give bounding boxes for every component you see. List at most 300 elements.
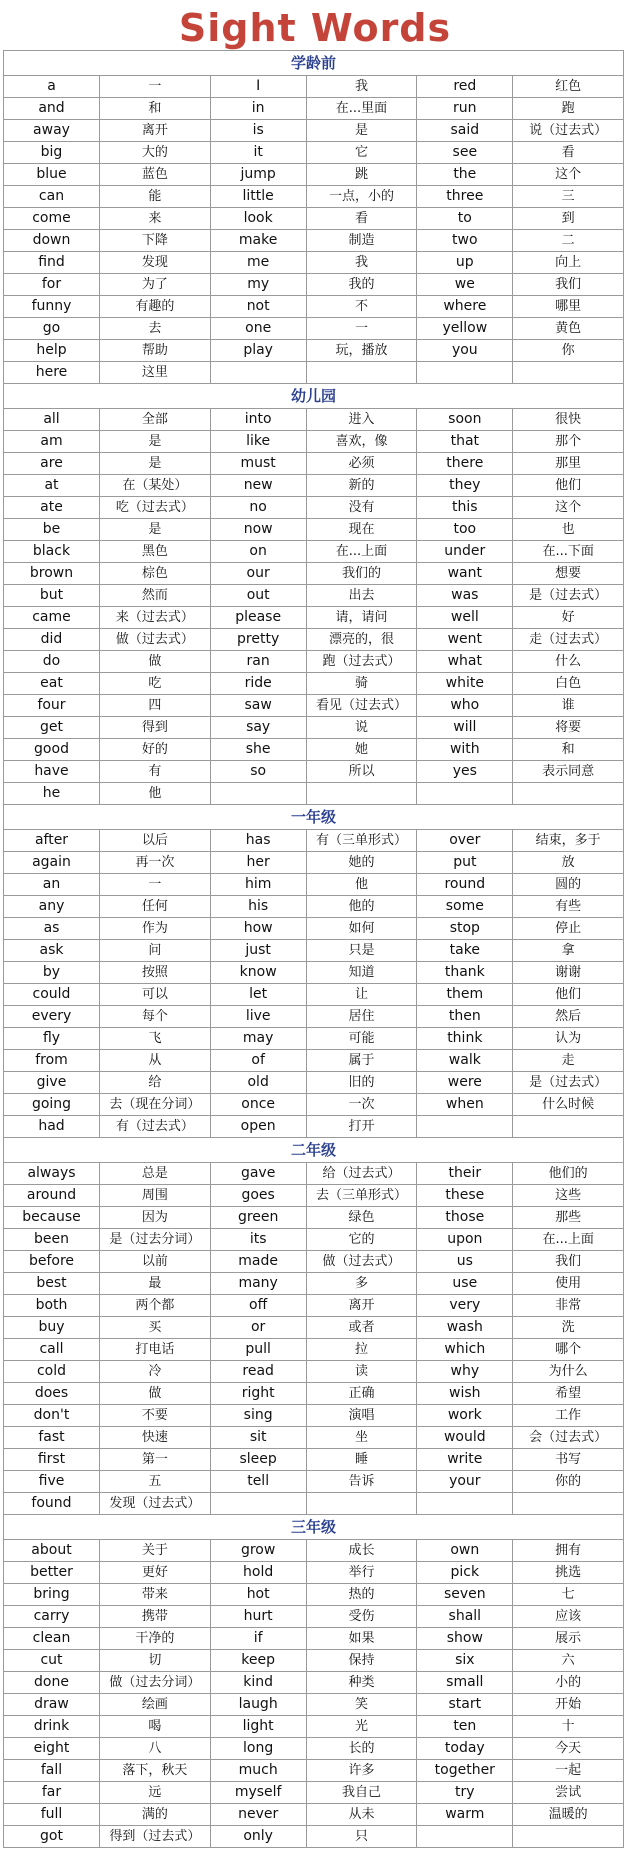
chinese-meaning-cell: 帮助 [100, 340, 211, 362]
chinese-meaning-cell: 二 [513, 230, 624, 252]
english-word-cell: away [4, 120, 100, 142]
chinese-meaning-cell: 热的 [306, 1584, 417, 1606]
chinese-meaning-cell: 圆的 [513, 874, 624, 896]
english-word-cell: bring [4, 1584, 100, 1606]
chinese-meaning-cell: 然后 [513, 1006, 624, 1028]
english-word-cell: why [417, 1361, 513, 1383]
chinese-meaning-cell: 我 [306, 252, 417, 274]
table-row [4, 230, 624, 252]
chinese-meaning-cell: 成长 [306, 1540, 417, 1562]
english-word-cell: say [210, 717, 306, 739]
chinese-meaning-cell: 快速 [100, 1427, 211, 1449]
english-word-cell: full [4, 1804, 100, 1826]
english-word-cell: myself [210, 1782, 306, 1804]
chinese-meaning-cell: 洗 [513, 1317, 624, 1339]
english-word-cell: cut [4, 1650, 100, 1672]
table-row [4, 519, 624, 541]
chinese-meaning-cell: 拥有 [513, 1540, 624, 1562]
english-word-cell: sit [210, 1427, 306, 1449]
chinese-meaning-cell: 只 [306, 1826, 417, 1848]
chinese-meaning-cell: 表示同意 [513, 761, 624, 783]
english-word-cell: his [210, 896, 306, 918]
english-word-cell: went [417, 629, 513, 651]
english-word-cell: my [210, 274, 306, 296]
english-word-cell: one [210, 318, 306, 340]
chinese-meaning-cell: 知道 [306, 962, 417, 984]
chinese-meaning-cell: 是 [100, 453, 211, 475]
english-word-cell: call [4, 1339, 100, 1361]
table-row [4, 409, 624, 431]
english-word-cell: well [417, 607, 513, 629]
table-row [4, 830, 624, 852]
chinese-meaning-cell: 有（过去式） [100, 1116, 211, 1138]
chinese-meaning-cell: 第一 [100, 1449, 211, 1471]
english-word-cell: ran [210, 651, 306, 673]
chinese-meaning-cell: 满的 [100, 1804, 211, 1826]
english-word-cell: by [4, 962, 100, 984]
english-word-cell: new [210, 475, 306, 497]
english-word-cell: look [210, 208, 306, 230]
chinese-meaning-cell: 结束，多于 [513, 830, 624, 852]
chinese-meaning-cell: 得到 [100, 717, 211, 739]
chinese-meaning-cell: 小的 [513, 1672, 624, 1694]
english-word-cell: jump [210, 164, 306, 186]
table-row [4, 475, 624, 497]
english-word-cell: grow [210, 1540, 306, 1562]
english-word-cell: a [4, 76, 100, 98]
english-word-cell: done [4, 1672, 100, 1694]
english-word-cell [210, 1493, 306, 1515]
english-word-cell: hold [210, 1562, 306, 1584]
table-row [4, 1584, 624, 1606]
english-word-cell: drink [4, 1716, 100, 1738]
chinese-meaning-cell: 有些 [513, 896, 624, 918]
english-word-cell: is [210, 120, 306, 142]
english-word-cell: into [210, 409, 306, 431]
table-row [4, 940, 624, 962]
english-word-cell: fly [4, 1028, 100, 1050]
chinese-meaning-cell: 必须 [306, 453, 417, 475]
section-header-row [4, 805, 624, 830]
english-word-cell: around [4, 1185, 100, 1207]
chinese-meaning-cell [306, 1493, 417, 1515]
english-word-cell: warm [417, 1804, 513, 1826]
chinese-meaning-cell: 制造 [306, 230, 417, 252]
table-row [4, 1804, 624, 1826]
section-header-row [4, 51, 624, 76]
table-row [4, 1650, 624, 1672]
english-word-cell: little [210, 186, 306, 208]
english-word-cell: had [4, 1116, 100, 1138]
english-word-cell: but [4, 585, 100, 607]
chinese-meaning-cell: 最 [100, 1273, 211, 1295]
english-word-cell: be [4, 519, 100, 541]
chinese-meaning-cell: 给（过去式） [306, 1163, 417, 1185]
chinese-meaning-cell: 是（过去分词） [100, 1229, 211, 1251]
chinese-meaning-cell: 走（过去式） [513, 629, 624, 651]
english-word-cell: will [417, 717, 513, 739]
chinese-meaning-cell: 停止 [513, 918, 624, 940]
english-word-cell: its [210, 1229, 306, 1251]
chinese-meaning-cell: 一 [100, 874, 211, 896]
english-word-cell: could [4, 984, 100, 1006]
english-word-cell: right [210, 1383, 306, 1405]
table-row [4, 984, 624, 1006]
english-word-cell: pretty [210, 629, 306, 651]
english-word-cell: laugh [210, 1694, 306, 1716]
english-word-cell: where [417, 296, 513, 318]
english-word-cell: they [417, 475, 513, 497]
english-word-cell: together [417, 1760, 513, 1782]
english-word-cell: want [417, 563, 513, 585]
english-word-cell: about [4, 1540, 100, 1562]
english-word-cell: any [4, 896, 100, 918]
english-word-cell: made [210, 1251, 306, 1273]
english-word-cell: found [4, 1493, 100, 1515]
chinese-meaning-cell: 可以 [100, 984, 211, 1006]
chinese-meaning-cell: 有 [100, 761, 211, 783]
english-word-cell: she [210, 739, 306, 761]
chinese-meaning-cell: 吃（过去式） [100, 497, 211, 519]
chinese-meaning-cell: 吃 [100, 673, 211, 695]
english-word-cell: this [417, 497, 513, 519]
english-word-cell: ate [4, 497, 100, 519]
chinese-meaning-cell: 为了 [100, 274, 211, 296]
chinese-meaning-cell: 它 [306, 142, 417, 164]
section-title: 二年级 [4, 1138, 624, 1163]
english-word-cell: to [417, 208, 513, 230]
table-row [4, 585, 624, 607]
english-word-cell: write [417, 1449, 513, 1471]
chinese-meaning-cell: 干净的 [100, 1628, 211, 1650]
chinese-meaning-cell: 放 [513, 852, 624, 874]
chinese-meaning-cell: 来 [100, 208, 211, 230]
chinese-meaning-cell: 坐 [306, 1427, 417, 1449]
english-word-cell: very [417, 1295, 513, 1317]
table-row [4, 1716, 624, 1738]
chinese-meaning-cell: 骑 [306, 673, 417, 695]
chinese-meaning-cell: 书写 [513, 1449, 624, 1471]
table-row [4, 1339, 624, 1361]
english-word-cell: because [4, 1207, 100, 1229]
table-row [4, 1273, 624, 1295]
english-word-cell: does [4, 1383, 100, 1405]
english-word-cell: blue [4, 164, 100, 186]
english-word-cell: got [4, 1826, 100, 1848]
section-header-row [4, 384, 624, 409]
english-word-cell: better [4, 1562, 100, 1584]
table-row [4, 318, 624, 340]
chinese-meaning-cell [513, 1493, 624, 1515]
table-row [4, 1628, 624, 1650]
english-word-cell: we [417, 274, 513, 296]
english-word-cell: hurt [210, 1606, 306, 1628]
english-word-cell: tell [210, 1471, 306, 1493]
chinese-meaning-cell: 喜欢，像 [306, 431, 417, 453]
english-word-cell: make [210, 230, 306, 252]
chinese-meaning-cell: 以后 [100, 830, 211, 852]
english-word-cell: buy [4, 1317, 100, 1339]
chinese-meaning-cell: 告诉 [306, 1471, 417, 1493]
table-row [4, 918, 624, 940]
chinese-meaning-cell: 哪个 [513, 1339, 624, 1361]
chinese-meaning-cell: 谢谢 [513, 962, 624, 984]
chinese-meaning-cell: 好的 [100, 739, 211, 761]
chinese-meaning-cell: 从未 [306, 1804, 417, 1826]
english-word-cell: saw [210, 695, 306, 717]
chinese-meaning-cell: 在...上面 [306, 541, 417, 563]
chinese-meaning-cell [306, 783, 417, 805]
english-word-cell: let [210, 984, 306, 1006]
english-word-cell: our [210, 563, 306, 585]
table-row [4, 296, 624, 318]
chinese-meaning-cell: 或者 [306, 1317, 417, 1339]
chinese-meaning-cell: 它的 [306, 1229, 417, 1251]
chinese-meaning-cell: 使用 [513, 1273, 624, 1295]
english-word-cell: do [4, 651, 100, 673]
chinese-meaning-cell: 关于 [100, 1540, 211, 1562]
chinese-meaning-cell: 将要 [513, 717, 624, 739]
english-word-cell: been [4, 1229, 100, 1251]
english-word-cell: gave [210, 1163, 306, 1185]
english-word-cell: get [4, 717, 100, 739]
table-row [4, 607, 624, 629]
chinese-meaning-cell: 拿 [513, 940, 624, 962]
english-word-cell: he [4, 783, 100, 805]
english-word-cell: three [417, 186, 513, 208]
chinese-meaning-cell: 他 [306, 874, 417, 896]
chinese-meaning-cell: 演唱 [306, 1405, 417, 1427]
chinese-meaning-cell: 没有 [306, 497, 417, 519]
chinese-meaning-cell: 请，请问 [306, 607, 417, 629]
chinese-meaning-cell: 下降 [100, 230, 211, 252]
chinese-meaning-cell: 问 [100, 940, 211, 962]
table-row [4, 541, 624, 563]
chinese-meaning-cell: 一点，小的 [306, 186, 417, 208]
chinese-meaning-cell [513, 362, 624, 384]
chinese-meaning-cell: 做 [100, 651, 211, 673]
english-word-cell: which [417, 1339, 513, 1361]
chinese-meaning-cell: 他们 [513, 984, 624, 1006]
english-word-cell: open [210, 1116, 306, 1138]
table-row [4, 186, 624, 208]
sight-words-table [3, 50, 624, 1848]
chinese-meaning-cell: 为什么 [513, 1361, 624, 1383]
table-row [4, 1471, 624, 1493]
chinese-meaning-cell: 只是 [306, 940, 417, 962]
english-word-cell [417, 362, 513, 384]
chinese-meaning-cell: 总是 [100, 1163, 211, 1185]
chinese-meaning-cell: 八 [100, 1738, 211, 1760]
table-row [4, 274, 624, 296]
english-word-cell: first [4, 1449, 100, 1471]
chinese-meaning-cell: 光 [306, 1716, 417, 1738]
chinese-meaning-cell: 落下，秋天 [100, 1760, 211, 1782]
table-row [4, 98, 624, 120]
table-row [4, 1493, 624, 1515]
chinese-meaning-cell: 向上 [513, 252, 624, 274]
english-word-cell: find [4, 252, 100, 274]
table-row [4, 1361, 624, 1383]
chinese-meaning-cell [513, 1826, 624, 1848]
chinese-meaning-cell: 新的 [306, 475, 417, 497]
chinese-meaning-cell: 拉 [306, 1339, 417, 1361]
chinese-meaning-cell: 离开 [100, 120, 211, 142]
english-word-cell: me [210, 252, 306, 274]
table-row [4, 739, 624, 761]
chinese-meaning-cell: 有趣的 [100, 296, 211, 318]
chinese-meaning-cell: 种类 [306, 1672, 417, 1694]
chinese-meaning-cell: 六 [513, 1650, 624, 1672]
english-word-cell: far [4, 1782, 100, 1804]
english-word-cell: wash [417, 1317, 513, 1339]
chinese-meaning-cell: 他们 [513, 475, 624, 497]
english-word-cell: today [417, 1738, 513, 1760]
chinese-meaning-cell: 有（三单形式） [306, 830, 417, 852]
chinese-meaning-cell: 买 [100, 1317, 211, 1339]
table-row [4, 1405, 624, 1427]
chinese-meaning-cell: 出去 [306, 585, 417, 607]
english-word-cell: many [210, 1273, 306, 1295]
chinese-meaning-cell: 能 [100, 186, 211, 208]
chinese-meaning-cell: 冷 [100, 1361, 211, 1383]
chinese-meaning-cell: 展示 [513, 1628, 624, 1650]
english-word-cell: am [4, 431, 100, 453]
chinese-meaning-cell: 不要 [100, 1405, 211, 1427]
english-word-cell: come [4, 208, 100, 230]
chinese-meaning-cell: 我们 [513, 1251, 624, 1273]
table-row [4, 1694, 624, 1716]
chinese-meaning-cell: 两个都 [100, 1295, 211, 1317]
english-word-cell: if [210, 1628, 306, 1650]
chinese-meaning-cell: 属于 [306, 1050, 417, 1072]
chinese-meaning-cell: 给 [100, 1072, 211, 1094]
english-word-cell: her [210, 852, 306, 874]
english-word-cell [417, 783, 513, 805]
chinese-meaning-cell: 今天 [513, 1738, 624, 1760]
english-word-cell: two [417, 230, 513, 252]
table-row [4, 1782, 624, 1804]
chinese-meaning-cell: 是 [100, 431, 211, 453]
table-row [4, 629, 624, 651]
english-word-cell: eight [4, 1738, 100, 1760]
chinese-meaning-cell: 去（现在分词） [100, 1094, 211, 1116]
english-word-cell: then [417, 1006, 513, 1028]
chinese-meaning-cell: 发现（过去式） [100, 1493, 211, 1515]
chinese-meaning-cell: 携带 [100, 1606, 211, 1628]
english-word-cell: show [417, 1628, 513, 1650]
chinese-meaning-cell: 切 [100, 1650, 211, 1672]
chinese-meaning-cell: 工作 [513, 1405, 624, 1427]
chinese-meaning-cell: 周围 [100, 1185, 211, 1207]
chinese-meaning-cell: 发现 [100, 252, 211, 274]
table-row [4, 252, 624, 274]
table-row [4, 1672, 624, 1694]
english-word-cell: some [417, 896, 513, 918]
chinese-meaning-cell: 做（过去分词） [100, 1672, 211, 1694]
chinese-meaning-cell: 七 [513, 1584, 624, 1606]
chinese-meaning-cell: 可能 [306, 1028, 417, 1050]
chinese-meaning-cell: 多 [306, 1273, 417, 1295]
english-word-cell: from [4, 1050, 100, 1072]
chinese-meaning-cell: 棕色 [100, 563, 211, 585]
english-word-cell: read [210, 1361, 306, 1383]
chinese-meaning-cell [513, 783, 624, 805]
table-row [4, 1826, 624, 1848]
chinese-meaning-cell: 看 [306, 208, 417, 230]
chinese-meaning-cell: 是 [100, 519, 211, 541]
table-row [4, 340, 624, 362]
english-word-cell: best [4, 1273, 100, 1295]
chinese-meaning-cell: 不 [306, 296, 417, 318]
chinese-meaning-cell: 是（过去式） [513, 1072, 624, 1094]
english-word-cell: goes [210, 1185, 306, 1207]
english-word-cell: said [417, 120, 513, 142]
chinese-meaning-cell: 然而 [100, 585, 211, 607]
english-word-cell: what [417, 651, 513, 673]
chinese-meaning-cell: 你 [513, 340, 624, 362]
english-word-cell: hot [210, 1584, 306, 1606]
chinese-meaning-cell: 认为 [513, 1028, 624, 1050]
english-word-cell: start [417, 1694, 513, 1716]
english-word-cell: stop [417, 918, 513, 940]
english-word-cell: here [4, 362, 100, 384]
english-word-cell: pick [417, 1562, 513, 1584]
english-word-cell: old [210, 1072, 306, 1094]
english-word-cell: clean [4, 1628, 100, 1650]
table-row [4, 1163, 624, 1185]
table-row [4, 896, 624, 918]
table-row [4, 783, 624, 805]
table-row [4, 1207, 624, 1229]
english-word-cell: are [4, 453, 100, 475]
table-row [4, 1606, 624, 1628]
english-word-cell: as [4, 918, 100, 940]
chinese-meaning-cell: 那里 [513, 453, 624, 475]
table-row [4, 563, 624, 585]
english-word-cell: did [4, 629, 100, 651]
chinese-meaning-cell: 打开 [306, 1116, 417, 1138]
english-word-cell: ten [417, 1716, 513, 1738]
english-word-cell: just [210, 940, 306, 962]
chinese-meaning-cell: 笑 [306, 1694, 417, 1716]
english-word-cell: try [417, 1782, 513, 1804]
chinese-meaning-cell: 哪里 [513, 296, 624, 318]
chinese-meaning-cell: 蓝色 [100, 164, 211, 186]
english-word-cell: them [417, 984, 513, 1006]
english-word-cell: you [417, 340, 513, 362]
english-word-cell: under [417, 541, 513, 563]
chinese-meaning-cell: 大的 [100, 142, 211, 164]
english-word-cell: upon [417, 1229, 513, 1251]
chinese-meaning-cell: 现在 [306, 519, 417, 541]
english-word-cell: always [4, 1163, 100, 1185]
table-row [4, 651, 624, 673]
table-row [4, 1562, 624, 1584]
english-word-cell: so [210, 761, 306, 783]
chinese-meaning-cell: 更好 [100, 1562, 211, 1584]
english-word-cell: don't [4, 1405, 100, 1427]
chinese-meaning-cell: 我的 [306, 274, 417, 296]
english-word-cell: put [417, 852, 513, 874]
chinese-meaning-cell: 读 [306, 1361, 417, 1383]
english-word-cell: know [210, 962, 306, 984]
table-row [4, 76, 624, 98]
english-word-cell: has [210, 830, 306, 852]
english-word-cell: big [4, 142, 100, 164]
chinese-meaning-cell: 因为 [100, 1207, 211, 1229]
page-title: Sight Words [178, 6, 452, 50]
